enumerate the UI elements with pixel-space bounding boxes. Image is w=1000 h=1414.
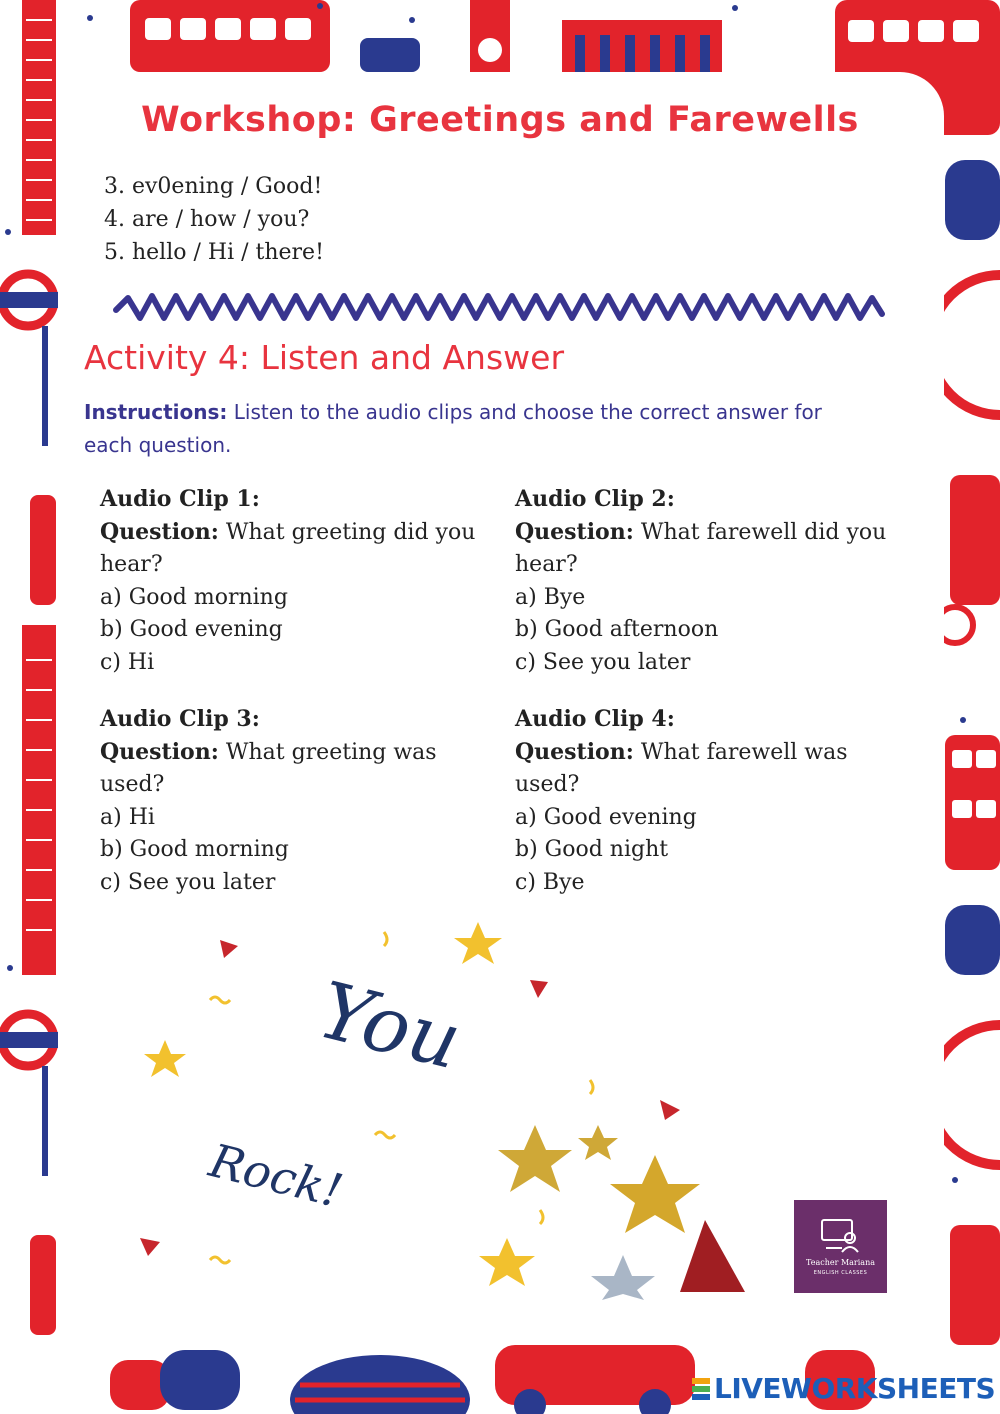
clip-question xyxy=(100,736,480,802)
liveworksheets-watermark[interactable] xyxy=(692,1372,995,1405)
question-label: Question: xyxy=(100,518,219,545)
question-text: What greeting did you hear? xyxy=(100,519,476,577)
page-title: Workshop: Greetings and Farewells xyxy=(141,100,859,140)
teacher-logo xyxy=(794,1200,887,1293)
teacher-desk-icon xyxy=(820,1218,860,1254)
activity-title: Activity 4: Listen and Answer xyxy=(84,338,565,377)
option-c[interactable]: c) Hi xyxy=(100,649,155,675)
clip-title: Audio Clip 2: xyxy=(515,486,675,512)
liveworksheets-logo-icon xyxy=(692,1378,710,1400)
previous-exercise-list xyxy=(104,170,324,269)
instructions-label: Instructions: xyxy=(84,400,228,424)
star-icon xyxy=(144,922,700,1300)
list-item: 4. are / how / you? xyxy=(104,207,310,232)
option-b[interactable]: b) Good evening xyxy=(100,617,283,642)
you-rock-illustration xyxy=(120,920,760,1300)
instructions-text: Listen to the audio clips and choose the correct answer for each question. xyxy=(84,400,822,457)
clip-title: Audio Clip 4: xyxy=(515,706,675,732)
question-text: What farewell was used? xyxy=(515,739,848,797)
question-text: What greeting was used? xyxy=(100,739,437,797)
option-b[interactable]: b) Good morning xyxy=(100,837,289,862)
rock-lettering: Rock! xyxy=(204,1133,348,1219)
question-label: Question: xyxy=(515,518,634,545)
question-label: Question: xyxy=(100,738,219,765)
question-text: What farewell did you hear? xyxy=(515,519,887,577)
option-a[interactable]: a) Bye xyxy=(515,584,586,610)
zigzag-divider xyxy=(112,288,887,328)
list-item: 5. hello / Hi / there! xyxy=(104,240,324,265)
clip-title: Audio Clip 3: xyxy=(100,706,260,732)
option-a[interactable]: a) Good morning xyxy=(100,584,288,610)
clip-question xyxy=(515,516,895,582)
option-c[interactable]: c) See you later xyxy=(100,869,276,895)
question-label: Question: xyxy=(515,738,634,765)
audio-clip-1 xyxy=(100,483,480,679)
audio-clip-4 xyxy=(515,703,895,899)
clip-question xyxy=(515,736,895,802)
logo-name: Teacher Mariana xyxy=(806,1258,875,1267)
option-c[interactable]: c) See you later xyxy=(515,649,691,675)
clip-title: Audio Clip 1: xyxy=(100,486,260,512)
option-a[interactable]: a) Hi xyxy=(100,804,155,830)
option-b[interactable]: b) Good night xyxy=(515,837,669,862)
audio-clip-3 xyxy=(100,703,480,899)
watermark-text: LIVEWORKSHEETS xyxy=(714,1372,996,1405)
instructions xyxy=(84,396,844,462)
list-item: 3. ev0ening / Good! xyxy=(104,174,323,199)
logo-subtitle: ENGLISH CLASSES xyxy=(813,1270,868,1276)
audio-clip-2 xyxy=(515,483,895,679)
you-lettering: You xyxy=(309,965,470,1088)
option-a[interactable]: a) Good evening xyxy=(515,804,697,830)
clip-question xyxy=(100,516,480,582)
option-b[interactable]: b) Good afternoon xyxy=(515,617,719,642)
confetti-decoration xyxy=(140,932,745,1292)
option-c[interactable]: c) Bye xyxy=(515,869,585,895)
